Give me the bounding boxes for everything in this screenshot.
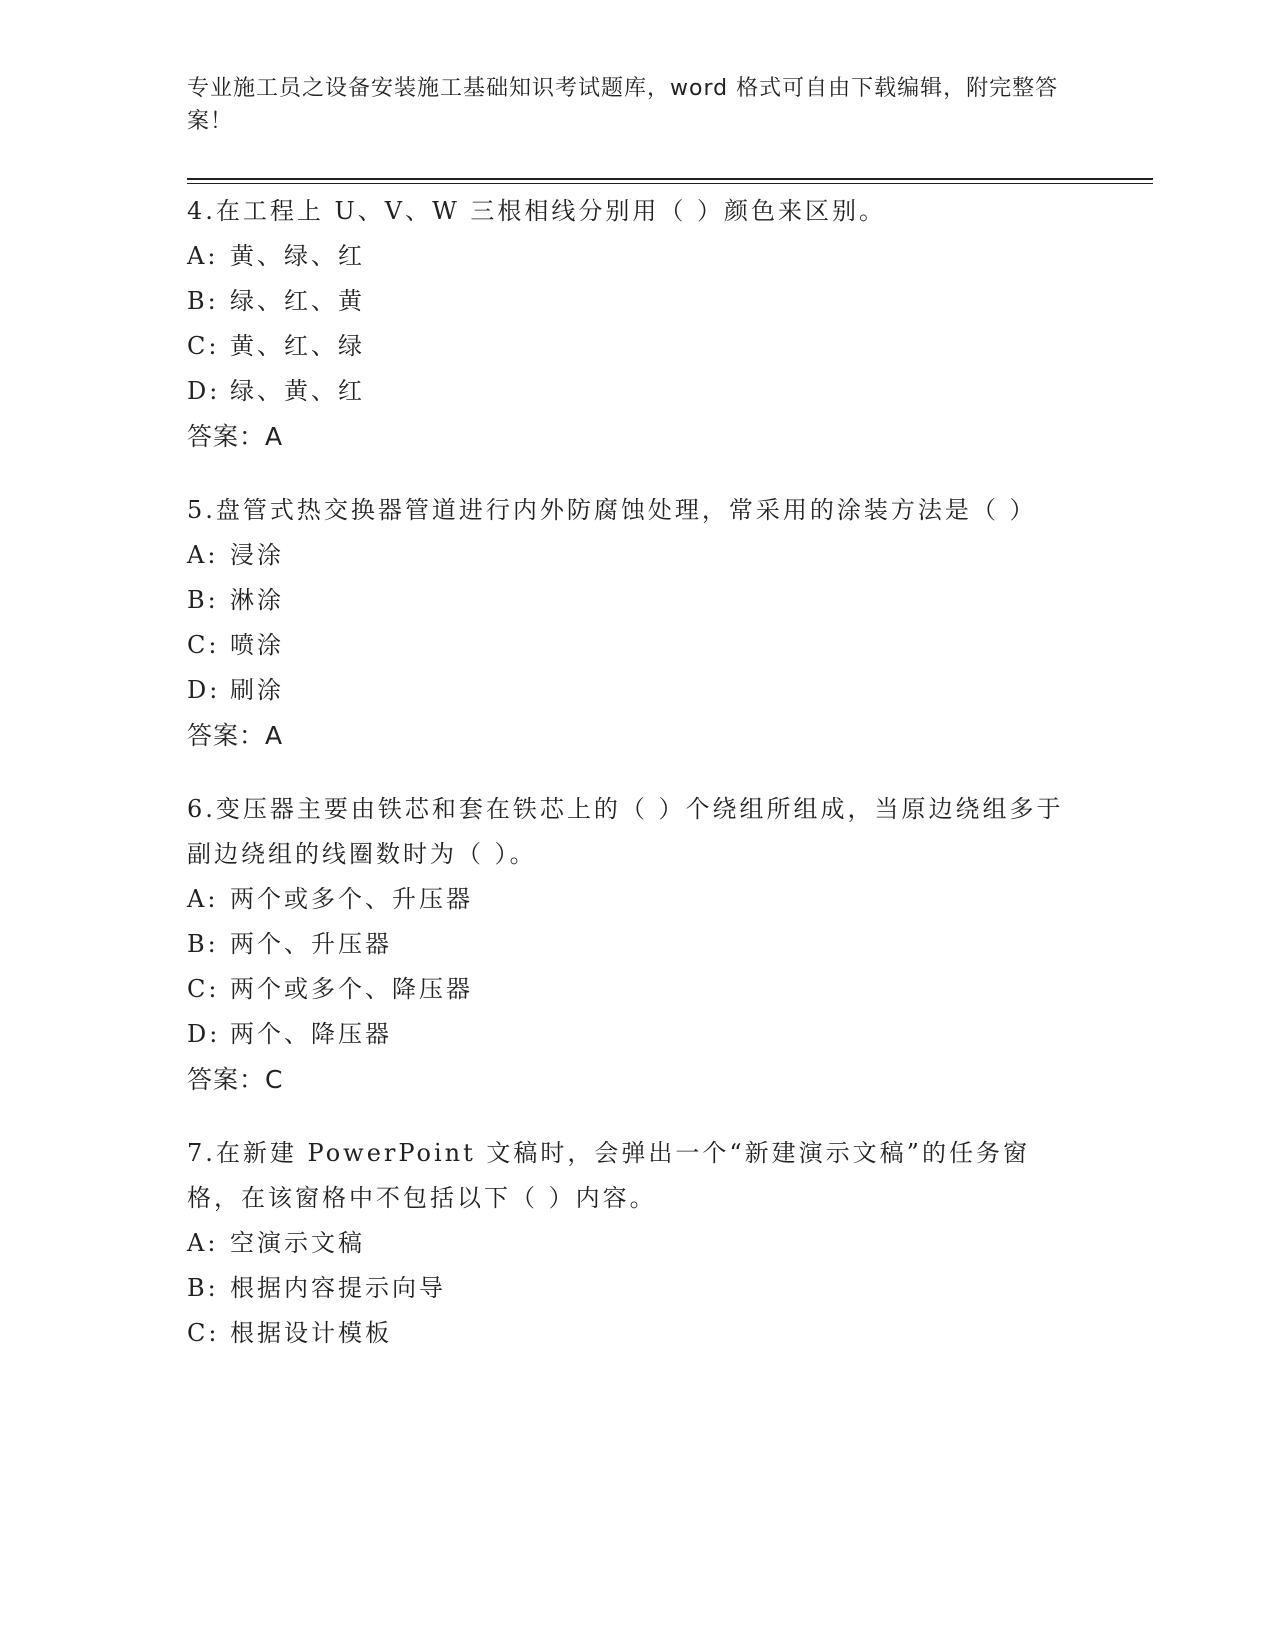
answer-line: 答案：A	[187, 422, 284, 451]
option-b	[187, 578, 1077, 623]
option-d	[187, 1012, 1077, 1057]
option-letter: D:	[187, 377, 221, 405]
option-letter: A:	[187, 885, 219, 913]
option-text: 喷涂	[230, 631, 284, 659]
option-text: 绿、黄、红	[230, 377, 365, 405]
option-letter: C:	[187, 1319, 220, 1347]
question-list	[187, 189, 1077, 1385]
option-d	[187, 369, 1077, 414]
option-c	[187, 324, 1077, 369]
option-c	[187, 967, 1077, 1012]
option-text: 两个或多个、降压器	[230, 975, 473, 1003]
option-a	[187, 234, 1077, 279]
option-b	[187, 922, 1077, 967]
header-divider-thick	[187, 178, 1153, 180]
document-header: 专业施工员之设备安装施工基础知识考试题库，word 格式可自由下载编辑，附完整答案！	[187, 76, 1059, 134]
option-b	[187, 279, 1077, 324]
question-stem: 4.在工程上 U、V、W 三根相线分别用（ ）颜色来区别。	[187, 197, 887, 225]
option-text: 黄、绿、红	[230, 242, 365, 270]
option-text: 两个、降压器	[230, 1020, 392, 1048]
option-text: 浸涂	[230, 541, 284, 569]
option-text: 黄、红、绿	[230, 332, 365, 360]
option-text: 淋涂	[230, 586, 284, 614]
option-letter: A:	[187, 1229, 219, 1257]
answer-line: 答案：C	[187, 1065, 284, 1094]
answer-line: 答案：A	[187, 721, 284, 750]
option-a	[187, 877, 1077, 922]
question-5	[187, 488, 1077, 758]
question-6	[187, 787, 1077, 1102]
option-text: 绿、红、黄	[230, 287, 365, 315]
option-text: 刷涂	[230, 676, 284, 704]
option-letter: D:	[187, 1020, 221, 1048]
option-letter: C:	[187, 975, 220, 1003]
option-a	[187, 533, 1077, 578]
option-text: 两个或多个、升压器	[230, 885, 473, 913]
question-stem: 5.盘管式热交换器管道进行内外防腐蚀处理，常采用的涂装方法是（ ）	[187, 496, 1037, 524]
option-b	[187, 1266, 1077, 1311]
question-4	[187, 189, 1077, 459]
question-stem: 7.在新建 PowerPoint 文稿时，会弹出一个“新建演示文稿”的任务窗格，在该窗格中不包括以下（ ）内容。	[187, 1139, 1030, 1212]
option-letter: C:	[187, 332, 220, 360]
option-a	[187, 1221, 1077, 1266]
option-letter: D:	[187, 676, 221, 704]
header-divider-thin	[187, 183, 1153, 184]
option-letter: A:	[187, 242, 219, 270]
option-letter: C:	[187, 631, 220, 659]
option-text: 根据设计模板	[230, 1319, 392, 1347]
option-c	[187, 623, 1077, 668]
option-text: 两个、升压器	[230, 930, 392, 958]
option-letter: B:	[187, 1274, 219, 1302]
option-text: 空演示文稿	[230, 1229, 365, 1257]
question-stem: 6.变压器主要由铁芯和套在铁芯上的（ ）个绕组所组成，当原边绕组多于副边绕组的线圈数时为（ ）。	[187, 795, 1064, 868]
option-letter: B:	[187, 930, 219, 958]
option-letter: B:	[187, 586, 219, 614]
option-letter: B:	[187, 287, 219, 315]
question-7	[187, 1131, 1077, 1356]
option-d	[187, 668, 1077, 713]
option-letter: A:	[187, 541, 219, 569]
option-c	[187, 1311, 1077, 1356]
option-text: 根据内容提示向导	[230, 1274, 446, 1302]
